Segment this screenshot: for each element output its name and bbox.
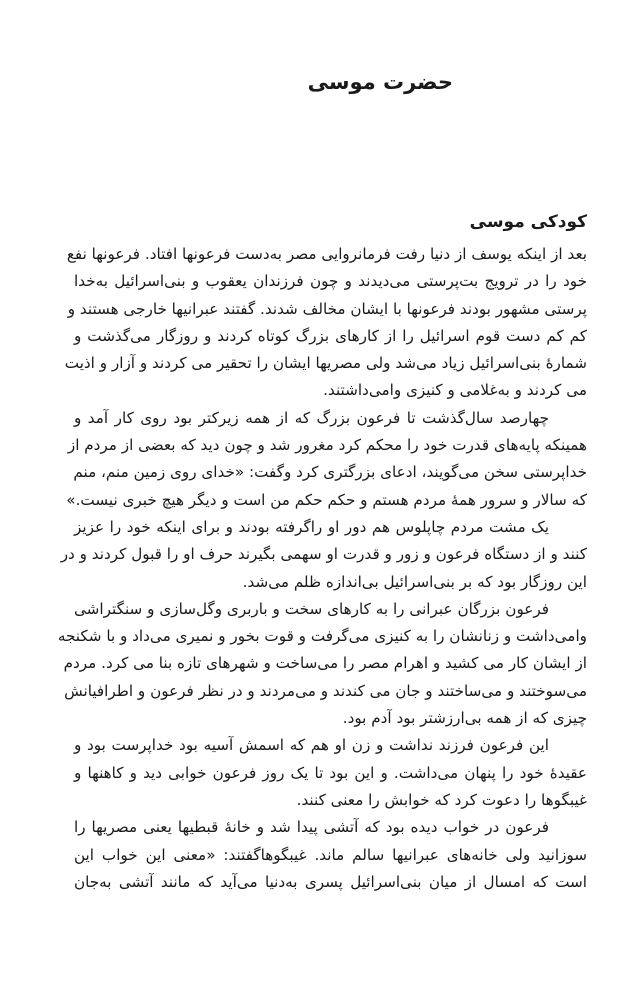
text-line: کنند و از دستگاه فرعون و زور و قدرت او سهمی بگیرند حرف او را قبول کردند و در xyxy=(60,545,587,564)
text-line: خداپرستی سخن می‌گویند، ادعای بزرگتری کرد وگفت: «خدای روی زمین منم، منم xyxy=(73,463,587,482)
text-line: که سالار و سرور همهٔ مردم هستم و حکم حکم من است و دیگر هیچ خبری نیست.» xyxy=(66,490,587,509)
text-line: فرعون بزرگان عبرانی را به کارهای سخت و باربری وگل‌سازی و سنگتراشی xyxy=(74,599,549,618)
body-text xyxy=(57,241,587,896)
text-line: می‌سوختند و می‌ساختند و جان می کندند و می‌مردند و در نظر فرعون و اطرافیانش xyxy=(64,681,587,700)
text-line: چهارصد سال‌گذشت تا فرعون بزرگ که از همه زیرکتر بود روی کار آمد و xyxy=(74,408,549,427)
text-line: پرستی مشهور بودند فرعونها با ایشان مخالف شدند. گفتند عبرانیها خارجی هستند و xyxy=(67,299,587,318)
text-line: می کردند و به‌غلامی و کنیزی وامی‌داشتند. xyxy=(323,381,587,400)
text-line: وامی‌داشت و زنانشان را به کنیزی می‌گرفت و قوت بخور و نمیری می‌داد و با شکنجه xyxy=(57,627,587,646)
text-line: عقیدهٔ خود را پنهان می‌داشت. و این بود تا یک روز فرعون خوابی دید و کاهنها و xyxy=(74,763,587,782)
text-line: کم کم دست قوم اسرائیل را از کارهای بزرگ کوتاه کردند و روزگار می‌گذشت و xyxy=(74,326,587,345)
text-line: چیزی که از همه بی‌ارزشتر بود آدم بود. xyxy=(342,709,587,728)
text-line: خود را در ترویج بت‌پرستی می‌دیدند و چون فرزندان یعقوب و بنی‌اسرائیل به‌خدا xyxy=(74,272,587,291)
text-line: این فرعون فرزند نداشت و زن او هم که اسمش آسیه بود خداپرست بود و xyxy=(74,736,549,755)
text-line: همینکه پایه‌های قدرت خود را محکم کرد مغرور شد و چون دید که بعضی از مردم از xyxy=(67,436,587,455)
text-line: شمارهٔ بنی‌اسرائیل زیاد می‌شد ولی مصریها ایشان را تحقیر می کردند و آزار و اذیت xyxy=(64,354,587,373)
text-line: بعد از اینکه یوسف از دنیا رفت فرمانروایی مصر به‌دست فرعونها افتاد. فرعونها نفع xyxy=(66,245,587,263)
text-line: فرعون در خواب دیده بود که آتشی پیدا شد و خانهٔ قبطیها یعنی مصریها را xyxy=(74,818,549,837)
text-line: است که امسال از میان بنی‌اسرائیل پسری به‌دنیا می‌آید که مانند آتشی به‌جان xyxy=(74,872,587,891)
text-line: این روزگار بود که بر بنی‌اسرائیل بی‌اندازه ظلم می‌شد. xyxy=(242,572,587,591)
section-title: کودکی موسی xyxy=(469,212,587,232)
text-line: یک مشت مردم چاپلوس هم دور او راگرفته بودند و برای اینکه خود را عزیز xyxy=(74,517,549,536)
text-line: غیبگوها را دعوت کرد که خوابش را معنی کنند. xyxy=(296,790,587,809)
text-line: سوزانید ولی خانه‌های عبرانیها سالم ماند. غیبگوهاگفتند: «معنی این خواب این xyxy=(74,845,587,864)
page-title: حضرت موسی xyxy=(307,70,453,94)
text-line: از ایشان کار می کشید و اهرام مصر را می‌ساخت و شهرهای تازه بنا می کرد. مردم xyxy=(63,654,587,673)
